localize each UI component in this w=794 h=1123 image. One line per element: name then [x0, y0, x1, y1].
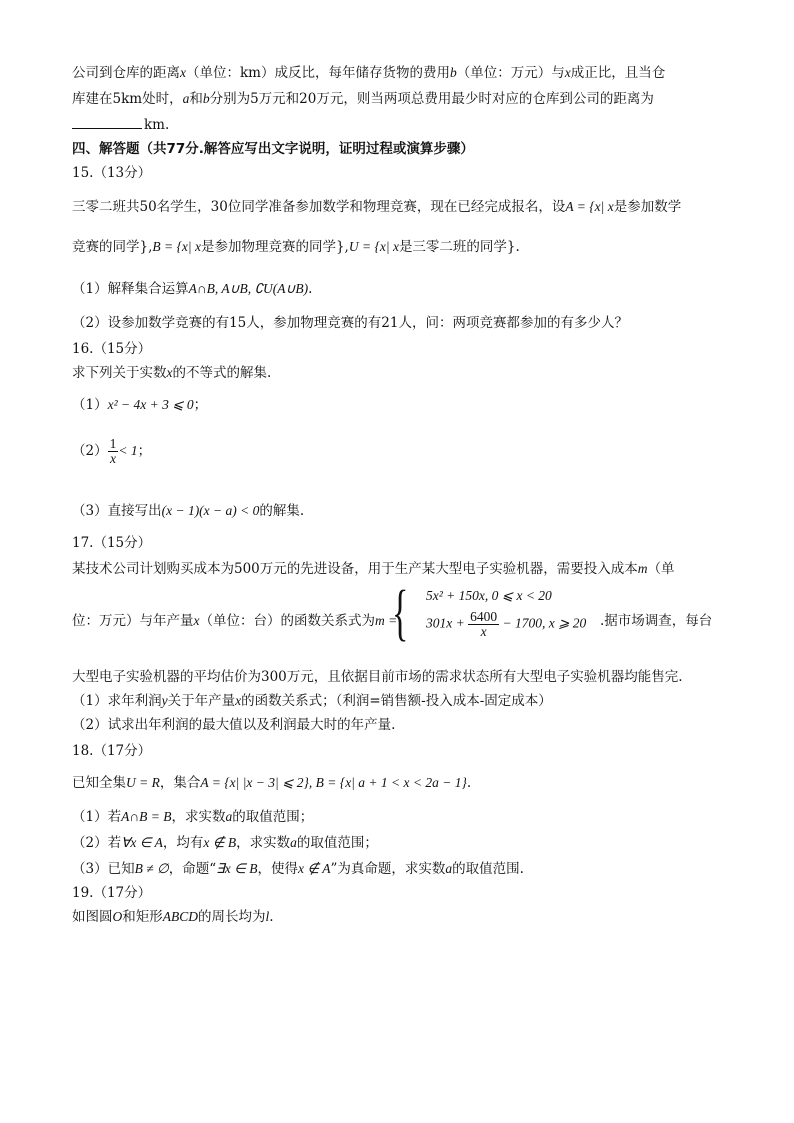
math-expr: − 1700, x ⩾ 20 — [502, 615, 587, 631]
math-var: m — [637, 561, 648, 576]
text: 如图圆 — [72, 909, 113, 925]
math-expr: B ≠ ∅ — [134, 861, 169, 876]
q18-sub-2 — [72, 834, 378, 852]
math-expr: x ∉ B — [203, 835, 237, 850]
text: （3）直接写出 — [72, 503, 162, 519]
text: . — [466, 775, 472, 791]
text: 的取值范围； — [296, 835, 378, 851]
text: （1） — [72, 397, 108, 413]
text: ，集合 — [159, 775, 201, 791]
text: 关于年产量 — [167, 693, 236, 709]
math-var: O — [112, 909, 123, 924]
text: 的周长均为 — [198, 909, 266, 925]
math-expr: x² − 4x + 3 ⩽ 0 — [107, 397, 194, 412]
text: 已知全集 — [72, 775, 126, 791]
q17-sub-2: （2）试求出年利润的最大值以及利润最大时的年产量. — [72, 717, 396, 733]
p14-line-1 — [72, 64, 665, 82]
text: （1）求年利润 — [72, 693, 162, 709]
q17-line-2 — [72, 612, 397, 630]
q15-header: 15.（13分） — [72, 165, 152, 181]
text: 求下列关于实数 — [72, 365, 167, 381]
numerator: 6400 — [470, 609, 498, 624]
text: 竞赛的同学}, — [72, 239, 153, 255]
q16-header: 16.（15分） — [72, 341, 152, 357]
text: 库建在5km处时， — [72, 91, 183, 107]
math-var: b — [202, 91, 210, 106]
math-expr: x ∉ A — [297, 861, 331, 876]
q17-line-1 — [72, 560, 675, 578]
math-var: a — [445, 861, 453, 876]
text: （3）已知 — [72, 861, 135, 877]
section-title: 四、解答题（共77分.解答应写出文字说明，证明过程或演算步骤） — [72, 141, 474, 157]
text: （单位：km）成反比，每年储存货物的费用 — [186, 65, 450, 81]
text: 的取值范围； — [232, 809, 314, 825]
text: . — [308, 281, 313, 297]
text: km. — [144, 117, 170, 133]
text: 的不等式的解集. — [172, 365, 272, 381]
text: （单位：万元）与 — [456, 65, 565, 81]
math-expr: < 1 — [118, 443, 138, 458]
q18-header: 18.（17分） — [72, 743, 152, 759]
text: 三零二班共50名学生，30位同学准备参加数学和物理竞赛，现在已经完成报名，设 — [72, 199, 566, 215]
text: ，求实数 — [236, 835, 291, 851]
text: （1）解释集合运算 — [72, 281, 189, 297]
denominator: x — [109, 451, 116, 466]
q15-line-1 — [72, 198, 681, 216]
q15-sub-1 — [72, 280, 312, 298]
text: ； — [137, 443, 152, 459]
text: 公司到仓库的距离 — [72, 65, 180, 81]
text: 和 — [189, 91, 203, 107]
answer-blank — [72, 116, 142, 129]
q17-line-2-tail: .据市场调查，每台 — [600, 613, 713, 629]
text: 的函数关系式；（利润=销售额-投入成本-固定成本） — [241, 693, 552, 709]
text: ； — [193, 397, 208, 413]
text: 是参加物理竞赛的同学}, — [200, 239, 349, 255]
text: ，命题“ — [168, 861, 217, 877]
math-var: b — [449, 65, 457, 80]
text: （2） — [72, 443, 108, 459]
math-expr: B = {x| x — [152, 239, 201, 254]
math-expr: A∩B, A∪B, ∁U(A∪B) — [188, 281, 309, 296]
text: （单位：台）的函数关系式为 — [199, 613, 375, 629]
text: （2）若 — [72, 835, 122, 851]
q17-line-3: 大型电子实验机器的平均估价为300万元，且依据目前市场的需求状态所有大型电子实验机器均能售完. — [72, 669, 683, 685]
math-var: y — [161, 693, 168, 708]
q19-line-1 — [72, 908, 274, 926]
text: （单 — [647, 561, 675, 577]
math-var: x — [564, 65, 571, 80]
q15-sub-2: （2）设参加数学竞赛的有15人，参加物理竞赛的有21人，问：两项竞赛都参加的有多少人？ — [72, 315, 628, 331]
text: ，使得 — [257, 861, 298, 877]
text: . — [269, 909, 274, 925]
q16-sub-1 — [72, 396, 207, 414]
math-expr: A = {x| x — [565, 199, 614, 214]
piecewise-function — [392, 579, 602, 648]
text: 的取值范围. — [452, 861, 524, 877]
q18-sub-1 — [72, 808, 313, 826]
math-expr: ∃x ∈ B — [216, 861, 258, 876]
q16-intro — [72, 364, 271, 382]
text: ”为真命题，求实数 — [330, 861, 446, 877]
q18-sub-3 — [72, 860, 524, 878]
q18-line-1 — [72, 774, 471, 792]
q16-sub-3 — [72, 502, 304, 520]
text: 的解集. — [259, 503, 305, 519]
math-var: x — [235, 693, 242, 708]
p14-line-2 — [72, 90, 654, 108]
q19-header: 19.（17分） — [72, 885, 152, 901]
case-2 — [426, 610, 586, 639]
text: ，均有 — [162, 835, 204, 851]
text: 是三零二班的同学}. — [398, 239, 520, 255]
math-expr: A = {x| |x − 3| ⩽ 2}, B = {x| a + 1 < x < 2a − 1} — [200, 775, 467, 790]
math-var: a — [182, 91, 190, 106]
p14-line-3 — [72, 116, 169, 134]
text: 位：万元）与年产量 — [72, 613, 194, 629]
q16-sub-2 — [72, 436, 151, 466]
math-var: a — [290, 835, 297, 850]
math-expr: A∩B = B — [121, 809, 172, 824]
q15-line-2 — [72, 238, 520, 256]
math-expr: U = R — [126, 775, 160, 790]
math-expr: m = — [375, 613, 398, 628]
math-expr: (x − 1)(x − a) < 0 — [161, 503, 260, 518]
text: （1）若 — [72, 809, 122, 825]
fraction — [108, 437, 119, 466]
case-1: 5x² + 150x, 0 ⩽ x < 20 — [426, 588, 552, 603]
math-var: a — [225, 809, 233, 824]
fraction — [468, 610, 499, 639]
q17-sub-1 — [72, 692, 552, 710]
math-expr: 301x + — [426, 615, 465, 631]
math-expr: U = {x| x — [348, 239, 399, 254]
text: ，求实数 — [171, 809, 226, 825]
math-var: x — [166, 365, 173, 380]
math-expr: ∀x ∈ A — [121, 835, 163, 850]
math-var: x — [180, 65, 186, 80]
denominator: x — [480, 624, 487, 639]
math-var: l — [265, 909, 270, 924]
text: 成正比，且当仓 — [570, 65, 666, 81]
left-brace-icon: { — [392, 579, 409, 647]
math-var: ABCD — [162, 909, 198, 924]
text: 是参加数学 — [613, 199, 682, 215]
text: 某技术公司计划购买成本为500万元的先进设备，用于生产某大型电子实验机器，需要投入成本 — [72, 561, 638, 577]
math-var: x — [193, 613, 200, 628]
text: 和矩形 — [122, 909, 163, 925]
q17-header: 17.（15分） — [72, 535, 152, 551]
text: 分别为5万元和20万元，则当两项总费用最少时对应的仓库到公司的距离为 — [209, 91, 654, 107]
numerator: 1 — [109, 436, 117, 451]
